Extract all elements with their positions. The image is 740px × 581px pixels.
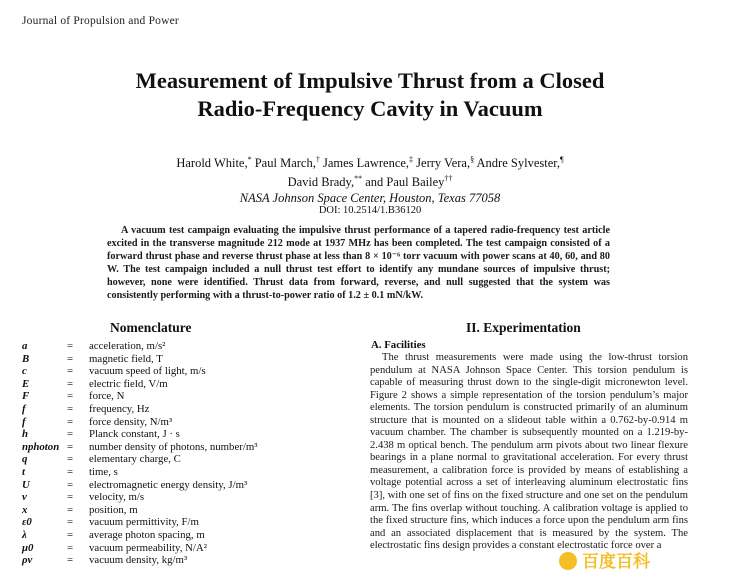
nomenclature-symbol: U: [22, 478, 30, 491]
footnote-mark: ††: [444, 174, 453, 184]
nomenclature-symbol: h: [22, 428, 29, 441]
nomenclature-definition: acceleration, m/s²: [89, 340, 166, 352]
nomenclature-symbol: t: [22, 465, 25, 478]
nomenclature-definition: average photon spacing, m: [89, 528, 205, 541]
nomenclature-row: [22, 479, 352, 492]
nomenclature-symbol: q: [22, 453, 28, 466]
nomenclature-definition: force, N: [89, 390, 125, 403]
nomenclature-equals: =: [67, 478, 74, 491]
nomenclature-definition: electric field, V/m: [89, 377, 168, 390]
nomenclature-heading: Nomenclature: [110, 320, 192, 335]
author: Paul March,: [251, 156, 316, 171]
nomenclature-row: [22, 416, 352, 429]
nomenclature-equals: =: [67, 402, 74, 415]
nomenclature-definition: vacuum permeability, N/A²: [89, 541, 207, 554]
nomenclature-row: [22, 353, 352, 366]
nomenclature-symbol: v: [22, 491, 27, 504]
title-line-1: Measurement of Impulsive Thrust from a Closed: [135, 68, 605, 93]
nomenclature-row: [22, 403, 352, 416]
nomenclature-list: [22, 340, 352, 567]
nomenclature-symbol: F: [22, 390, 30, 403]
nomenclature-definition: velocity, m/s: [89, 491, 145, 504]
nomenclature-definition: frequency, Hz: [89, 402, 150, 415]
nomenclature-row: [22, 453, 352, 466]
footnote-mark: ‡: [409, 155, 414, 164]
authors-line-1: [0, 152, 740, 171]
nomenclature-equals: =: [67, 528, 74, 541]
author: David Brady,: [287, 175, 355, 190]
nomenclature-definition: elementary charge, C: [89, 453, 181, 466]
affiliation: NASA Johnson Space Center, Houston, Texas 77058: [239, 191, 501, 206]
nomenclature-definition: magnetic field, T: [89, 352, 163, 365]
nomenclature-equals: =: [67, 541, 74, 554]
nomenclature-definition: vacuum density, kg/m³: [89, 554, 188, 567]
watermark-logo-icon: [559, 552, 577, 570]
nomenclature-symbol: nphoton: [22, 440, 60, 453]
nomenclature-equals: =: [67, 453, 74, 466]
nomenclature-equals: =: [67, 554, 74, 567]
nomenclature-symbol: ε0: [22, 516, 32, 529]
nomenclature-row: [22, 466, 352, 479]
nomenclature-symbol: E: [22, 377, 30, 390]
nomenclature-equals: =: [67, 491, 74, 504]
body-paragraph: The thrust measurements were made using the low-thrust torsion pendulum at NASA Johnson Space Center. This torsion pendulum is capable of measuring thrust down to the single-digit micronewton level. Figure 2 shows a simple representation of the torsion pendulum’s major elements. The torsion pendulum is constructed primarily of an aluminum structure that is mounted on a slideout table within a 0.762-by-0.914 m vacuum chamber. The chamber is subsequently mounted on a 1.219-by-2.438 m optical bench. The pendulum arm pivots about two linear flexure bearings in a plane normal to gravitational acceleration. For every thrust measurement, a calibration force is provided by means of establishing a voltage potential across a set of interleaving aluminum electrostatic fins [3], with one set of fins on the fixed structure and one set on the pendulum arm. The fins overlap without touching. A calibration voltage is applied to the fixed structure fins, which induces a force upon the pendulum arm fins and an associated displacement that is measured by the system. The electrostatic fins design provides a constant electrostatic force over a: [370, 352, 688, 552]
nomenclature-row: [22, 441, 352, 454]
nomenclature-symbol: ρv: [22, 554, 33, 567]
nomenclature-definition: position, m: [89, 503, 138, 516]
title-line-2: Radio-Frequency Cavity in Vacuum: [197, 96, 543, 121]
nomenclature-row: [22, 428, 352, 441]
nomenclature-definition: Planck constant, J · s: [89, 428, 180, 441]
subsection-heading: A. Facilities: [371, 339, 426, 351]
nomenclature-row: [22, 365, 352, 378]
nomenclature-equals: =: [67, 365, 74, 378]
author: James Lawrence,: [319, 156, 410, 171]
nomenclature-symbol: f: [22, 402, 26, 415]
nomenclature-equals: =: [67, 390, 74, 403]
journal-name: Journal of Propulsion and Power: [22, 15, 179, 27]
nomenclature-symbol: μ0: [22, 541, 34, 554]
nomenclature-row: [22, 390, 352, 403]
authors-line-2: [0, 171, 740, 190]
watermark-text: 百度百科: [582, 552, 650, 572]
author: Jerry Vera,: [413, 156, 471, 171]
nomenclature-equals: =: [67, 352, 74, 365]
nomenclature-equals: =: [67, 415, 74, 428]
footnote-mark: ¶: [560, 155, 564, 164]
nomenclature-row: [22, 529, 352, 542]
footnote-mark: *: [247, 155, 252, 164]
nomenclature-symbol: a: [22, 340, 28, 352]
paper-title: [0, 67, 740, 123]
nomenclature-definition: vacuum permittivity, F/m: [89, 516, 199, 529]
nomenclature-row: [22, 491, 352, 504]
nomenclature-equals: =: [67, 428, 74, 441]
nomenclature-row: [22, 340, 352, 353]
nomenclature-definition: number density of photons, number/m³: [89, 440, 258, 453]
nomenclature-definition: vacuum speed of light, m/s: [89, 365, 206, 378]
nomenclature-equals: =: [67, 377, 74, 390]
nomenclature-row: [22, 504, 352, 517]
nomenclature-row: [22, 378, 352, 391]
nomenclature-equals: =: [67, 340, 74, 352]
footnote-mark: §: [470, 155, 475, 164]
author-block: [0, 152, 740, 206]
nomenclature-symbol: x: [22, 503, 28, 516]
nomenclature-symbol: B: [22, 352, 30, 365]
author: Harold White,: [176, 156, 248, 171]
nomenclature-definition: time, s: [89, 465, 118, 478]
nomenclature-row: [22, 542, 352, 555]
nomenclature-definition: electromagnetic energy density, J/m³: [89, 478, 248, 491]
nomenclature-symbol: f: [22, 415, 26, 428]
nomenclature-row: [22, 554, 352, 567]
nomenclature-symbol: c: [22, 365, 27, 378]
footnote-mark: †: [315, 155, 320, 164]
nomenclature-equals: =: [67, 516, 74, 529]
doi[interactable]: DOI: 10.2514/1.B36120: [318, 205, 422, 216]
abstract: A vacuum test campaign evaluating the impulsive thrust performance of a tapered radio-frequency test article excited in the transverse magnitude 212 mode at 1937 MHz has been completed. The test campaign consisted of a forward thrust phase and reverse thrust phase at less than 8 × 10⁻⁶ torr vacuum with power scans at 40, 60, and 80 W. The test campaign included a null thrust test effort to identify any mundane sources of impulsive thrust; however, none were identified. Thrust data from forward, reverse, and null suggested that the system was consistently performing with a thrust-to-power ratio of 1.2 ± 0.1 mN/kW.: [107, 225, 610, 302]
nomenclature-equals: =: [67, 503, 74, 516]
watermark: [558, 547, 718, 573]
section-heading: II. Experimentation: [466, 320, 581, 335]
footnote-mark: **: [354, 174, 363, 184]
nomenclature-equals: =: [67, 465, 74, 478]
nomenclature-equals: =: [67, 440, 74, 453]
nomenclature-definition: force density, N/m³: [89, 415, 173, 428]
nomenclature-symbol: λ: [22, 528, 27, 541]
nomenclature-row: [22, 516, 352, 529]
author: and Paul Bailey: [362, 175, 445, 190]
author: Andre Sylvester,: [474, 156, 561, 171]
